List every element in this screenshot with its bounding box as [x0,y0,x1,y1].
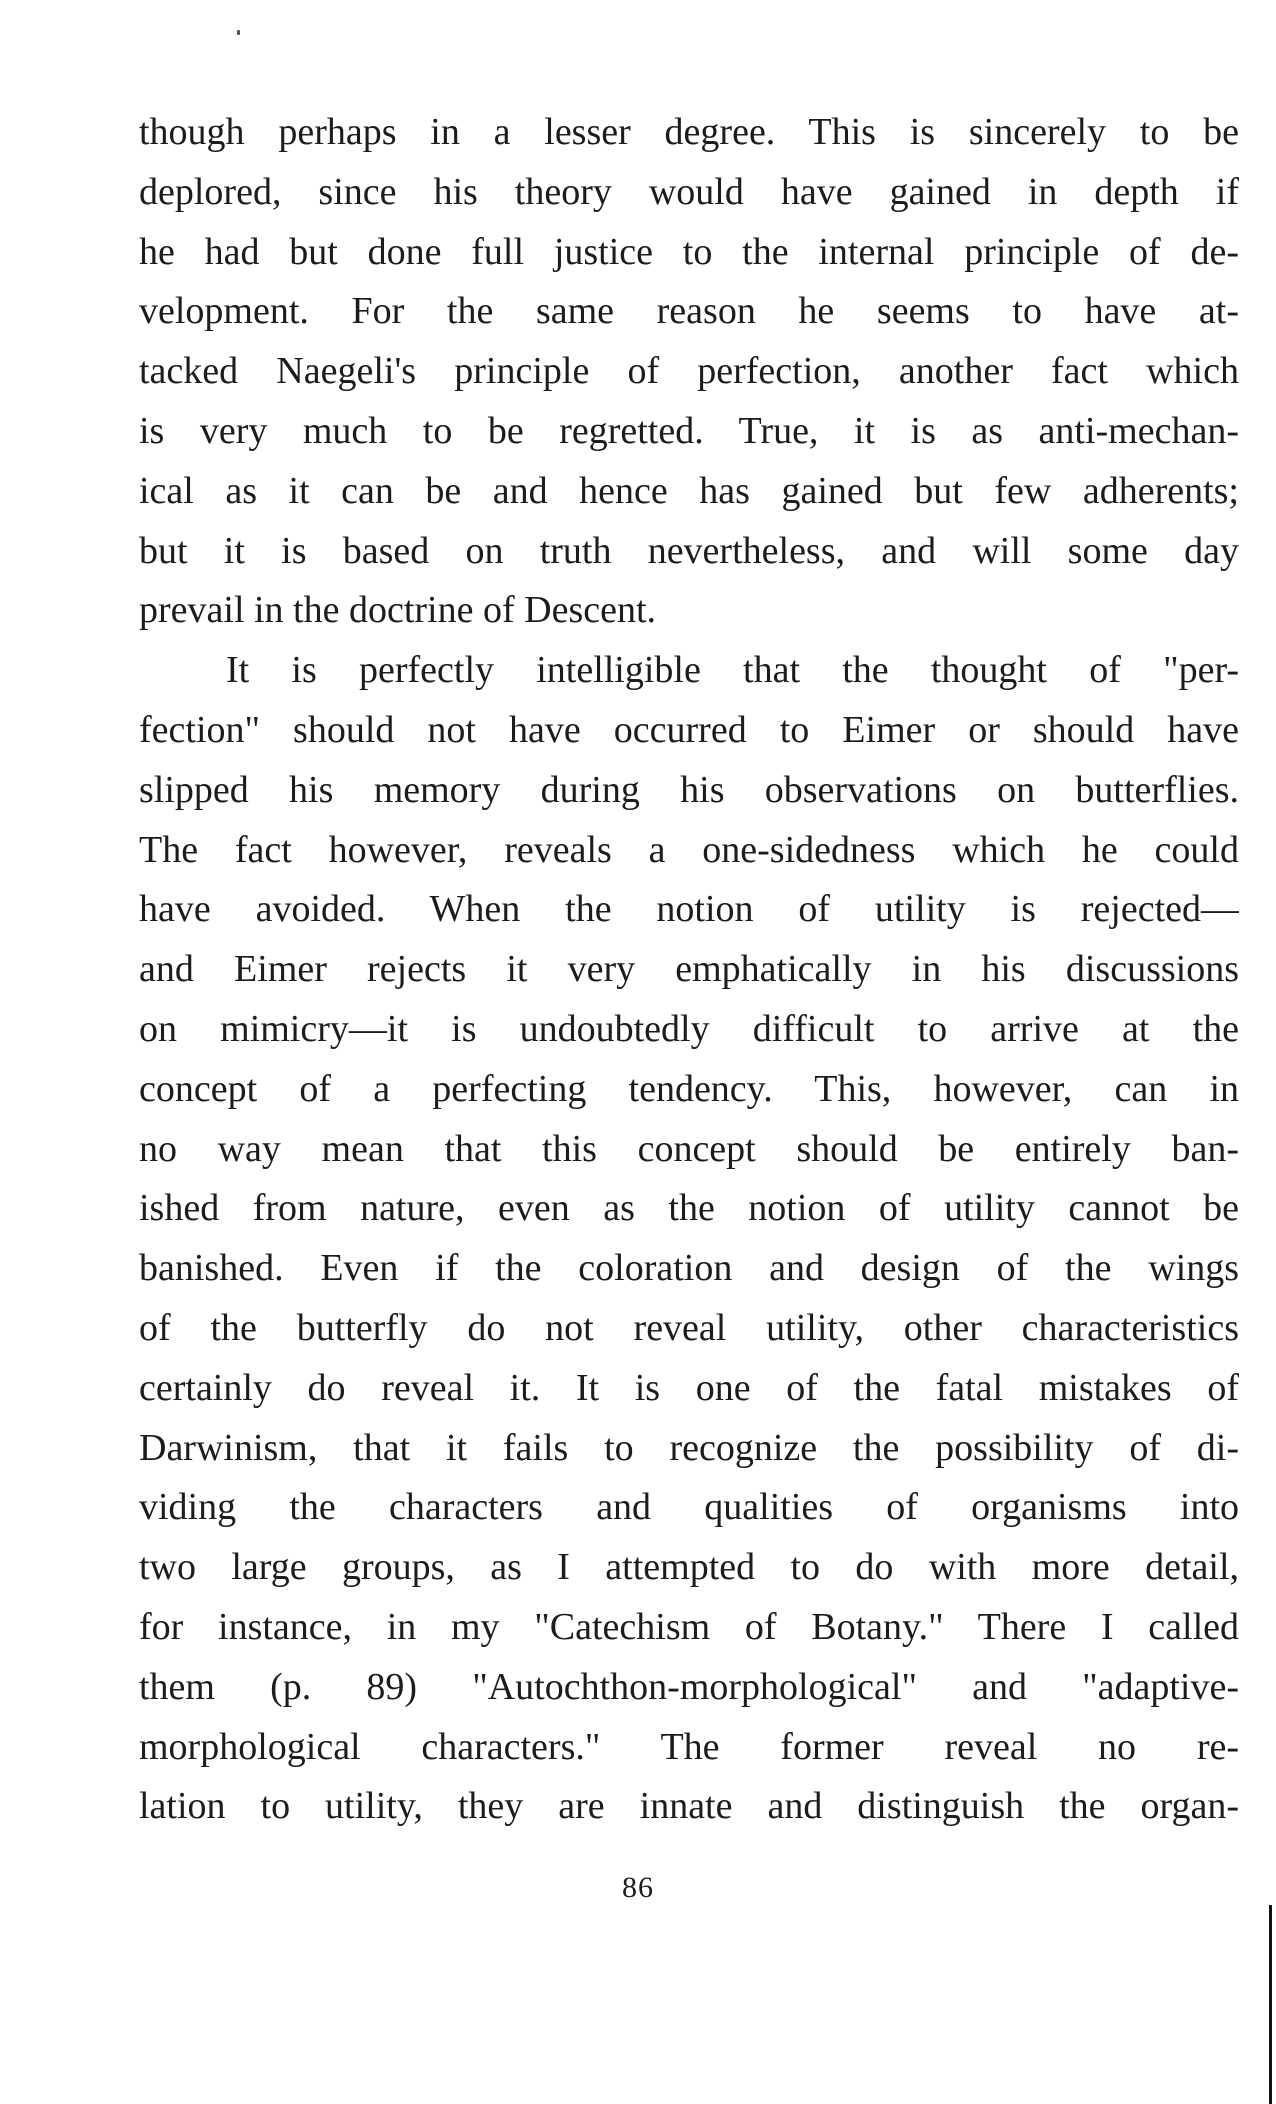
text-line: prevail in the doctrine of Descent. [139,589,657,632]
page-number: 86 [622,1871,654,1904]
text-line: slipped his memory during his observations on butterflies. [139,768,1239,811]
text-line: two large groups, as I attempted to do with more detail, [139,1546,1239,1589]
text-line: no way mean that this concept should be entirely ban- [139,1127,1239,1170]
text-line: he had but done full justice to the internal principle of de- [139,230,1239,273]
text-line: certainly do reveal it. It is one of the fatal mistakes of [139,1366,1239,1409]
text-line: on mimicry—it is undoubtedly difficult to arrive at the [139,1007,1239,1050]
text-line: for instance, in my "Catechism of Botany." There I called [139,1605,1239,1648]
text-line: The fact however, reveals a one-sidedness which he could [139,828,1239,871]
text-line: fection" should not have occurred to Eimer or should have [139,708,1239,751]
text-line: lation to utility, they are innate and distinguish the organ- [139,1785,1239,1828]
body-text [139,103,1239,1837]
text-line: of the butterfly do not reveal utility, other characteristics [139,1306,1239,1349]
text-line: deplored, since his theory would have gained in depth if [139,170,1239,213]
text-line: morphological characters." The former reveal no re- [139,1725,1239,1768]
text-line: and Eimer rejects it very emphatically in his discussions [139,948,1239,991]
paragraph [139,641,1239,1837]
text-line: It is perfectly intelligible that the thought of "per- [226,649,1239,692]
page-edge-line [1269,1905,1272,2104]
text-line: Darwinism, that it fails to recognize the possibility of di- [139,1426,1239,1469]
text-line: have avoided. When the notion of utility is rejected— [139,888,1239,931]
text-line: velopment. For the same reason he seems to have at- [139,290,1239,333]
text-line: is very much to be regretted. True, it is as anti-mechan- [139,409,1239,452]
text-line: ished from nature, even as the notion of utility cannot be [139,1187,1239,1230]
text-line: tacked Naegeli's principle of perfection, another fact which [139,350,1239,393]
text-line: though perhaps in a lesser degree. This is sincerely to be [139,111,1239,153]
paragraph [139,103,1239,641]
text-line: concept of a perfecting tendency. This, however, can in [139,1067,1239,1110]
print-speck [237,30,240,35]
text-line: banished. Even if the coloration and design of the wings [139,1247,1239,1290]
text-line: but it is based on truth nevertheless, and will some day [139,529,1239,572]
text-line: viding the characters and qualities of organisms into [139,1486,1239,1529]
text-line: ical as it can be and hence has gained but few adherents; [139,469,1239,512]
text-line: them (p. 89) "Autochthon-morphological" and "adaptive- [139,1665,1239,1708]
